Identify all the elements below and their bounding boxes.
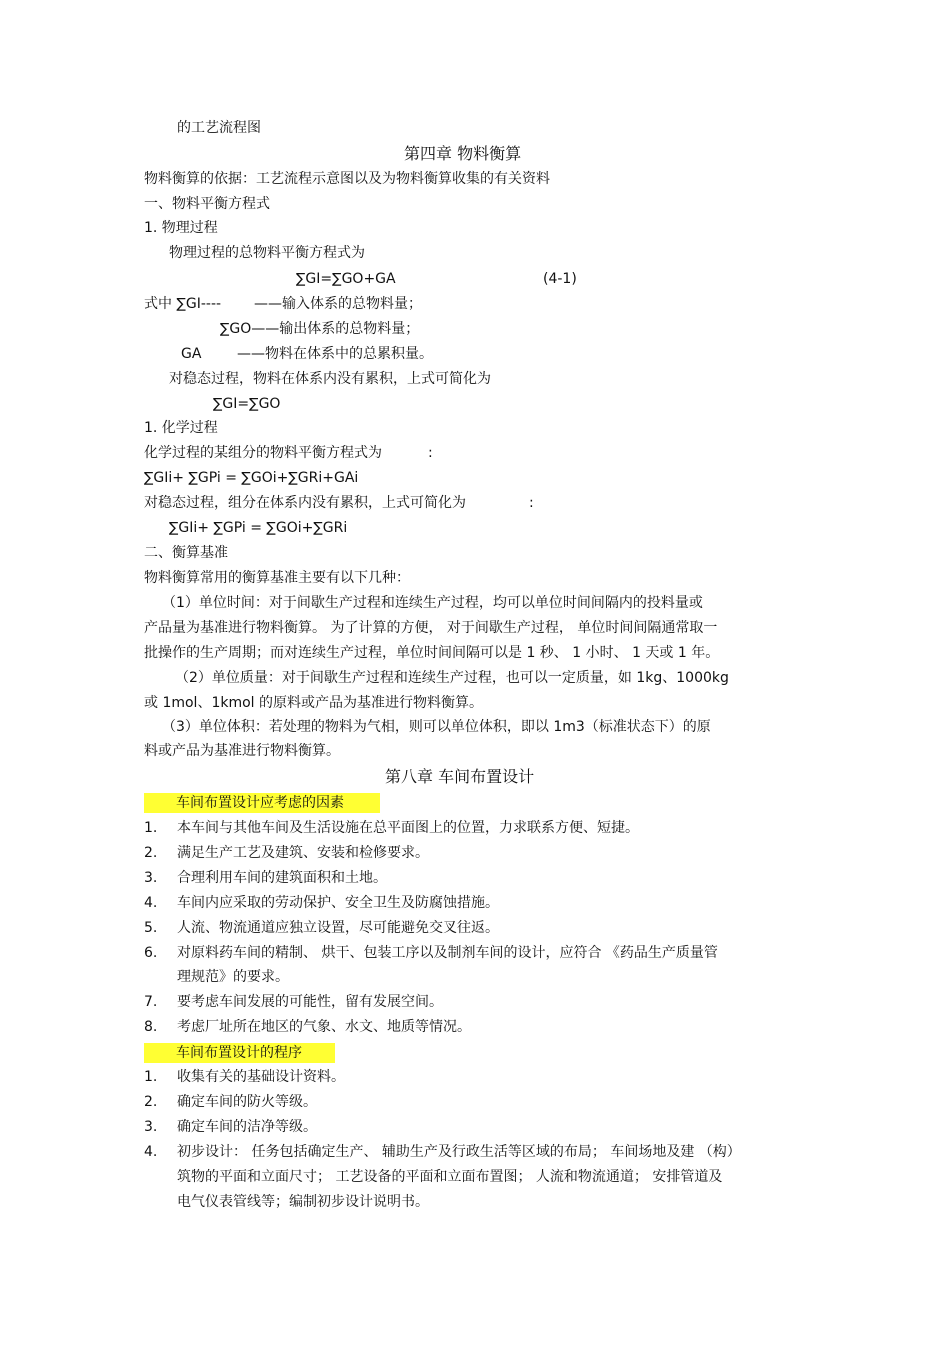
text-line: 物料衡算的依据：工艺流程示意图以及为物料衡算收集的有关资料	[144, 171, 550, 187]
list-item: 车间内应采取的劳动保护、安全卫生及防腐蚀措施。	[177, 895, 499, 911]
list-number: 8.	[144, 1019, 158, 1035]
section-heading: 二、衡算基准	[144, 545, 228, 561]
definition-text: ——物料在体系中的总累积量。	[237, 346, 433, 362]
list-number: 2.	[144, 845, 158, 861]
list-number: 3.	[144, 870, 158, 886]
subsection-heading: 1. 物理过程	[144, 220, 218, 236]
highlighted-heading: 车间布置设计应考虑的因素	[144, 793, 380, 813]
text-line: :	[529, 495, 534, 511]
list-item-continued: 理规范》的要求。	[177, 969, 289, 985]
highlighted-heading: 车间布置设计的程序	[144, 1043, 335, 1063]
list-item: 考虑厂址所在地区的气象、水文、地质等情况。	[177, 1019, 471, 1035]
text-line: （1）单位时间：对于间歇生产过程和连续生产过程，均可以单位时间间隔内的投料量或	[162, 595, 703, 611]
text-line: 对稳态过程，组分在体系内没有累积，上式可简化为	[144, 495, 466, 511]
subsection-heading: 1. 化学过程	[144, 420, 218, 436]
list-item: 确定车间的防火等级。	[177, 1094, 317, 1110]
list-item: 收集有关的基础设计资料。	[177, 1069, 345, 1085]
definition-symbol: 式中 ∑GI----	[144, 296, 222, 312]
list-item: 合理利用车间的建筑面积和土地。	[177, 870, 387, 886]
definition-text: ——输入体系的总物料量；	[254, 296, 422, 312]
list-number: 7.	[144, 994, 158, 1010]
text-line: 的工艺流程图	[177, 120, 261, 136]
list-number: 4.	[144, 1144, 158, 1160]
text-line: 物料衡算常用的衡算基准主要有以下几种：	[144, 570, 410, 586]
list-item-continued: 筑物的平面和立面尺寸； 工艺设备的平面和立面布置图； 人流和物流通道； 安排管道及	[177, 1169, 723, 1185]
list-item: 初步设计： 任务包括确定生产、 辅助生产及行政生活等区域的布局； 车间场地及建 （构）	[177, 1144, 741, 1160]
list-number: 4.	[144, 895, 158, 911]
text-line: 产品量为基准进行物料衡算。 为了计算的方便， 对于间歇生产过程， 单位时间间隔通常取一	[144, 620, 718, 636]
equation: ∑GIi+ ∑GPi = ∑GOi+∑GRi+GAi	[144, 470, 359, 486]
text-line: 或 1mol、1kmol 的原料或产品为基准进行物料衡算。	[144, 695, 484, 711]
list-item-continued: 电气仪表管线等；编制初步设计说明书。	[177, 1194, 429, 1210]
text-line: :	[428, 445, 433, 461]
list-item: 人流、物流通道应独立设置，尽可能避免交叉往返。	[177, 920, 499, 936]
list-number: 1.	[144, 1069, 158, 1085]
list-number: 3.	[144, 1119, 158, 1135]
list-number: 1.	[144, 820, 158, 836]
text-line: 化学过程的某组分的物料平衡方程式为	[144, 445, 382, 461]
text-line: 批操作的生产周期；而对连续生产过程，单位时间间隔可以是 1 秒、 1 小时、 1 天或 1 年。	[144, 645, 720, 661]
definition-text: ∑GO——输出体系的总物料量；	[220, 321, 420, 337]
section-heading: 一、物料平衡方程式	[144, 196, 270, 212]
definition-symbol: GA	[181, 346, 202, 362]
text-line: 对稳态过程，物料在体系内没有累积，上式可简化为	[169, 371, 491, 387]
list-number: 5.	[144, 920, 158, 936]
list-item: 本车间与其他车间及生活设施在总平面图上的位置，力求联系方便、短捷。	[177, 820, 639, 836]
chapter-8-title: 第八章 车间布置设计	[385, 767, 535, 786]
text-line: （2）单位质量：对于间歇生产过程和连续生产过程，也可以一定质量，如 1kg、1000kg	[175, 670, 729, 686]
list-item: 对原料药车间的精制、 烘干、包装工序以及制剂车间的设计，应符合 《药品生产质量管	[177, 945, 718, 961]
equation: ∑GI=∑GO	[213, 396, 281, 412]
equation-number: (4-1)	[543, 271, 577, 287]
chapter-4-title: 第四章 物料衡算	[404, 144, 522, 163]
text-line: 物理过程的总物料平衡方程式为	[169, 245, 365, 261]
equation: ∑GI=∑GO+GA	[296, 271, 396, 287]
list-number: 6.	[144, 945, 158, 961]
list-item: 确定车间的洁净等级。	[177, 1119, 317, 1135]
list-item: 满足生产工艺及建筑、安装和检修要求。	[177, 845, 429, 861]
equation: ∑GIi+ ∑GPi = ∑GOi+∑GRi	[169, 520, 348, 536]
text-line: （3）单位体积：若处理的物料为气相，则可以单位体积，即以 1m3（标准状态下）的原	[162, 719, 711, 735]
text-line: 料或产品为基准进行物料衡算。	[144, 743, 340, 759]
list-number: 2.	[144, 1094, 158, 1110]
list-item: 要考虑车间发展的可能性，留有发展空间。	[177, 994, 443, 1010]
